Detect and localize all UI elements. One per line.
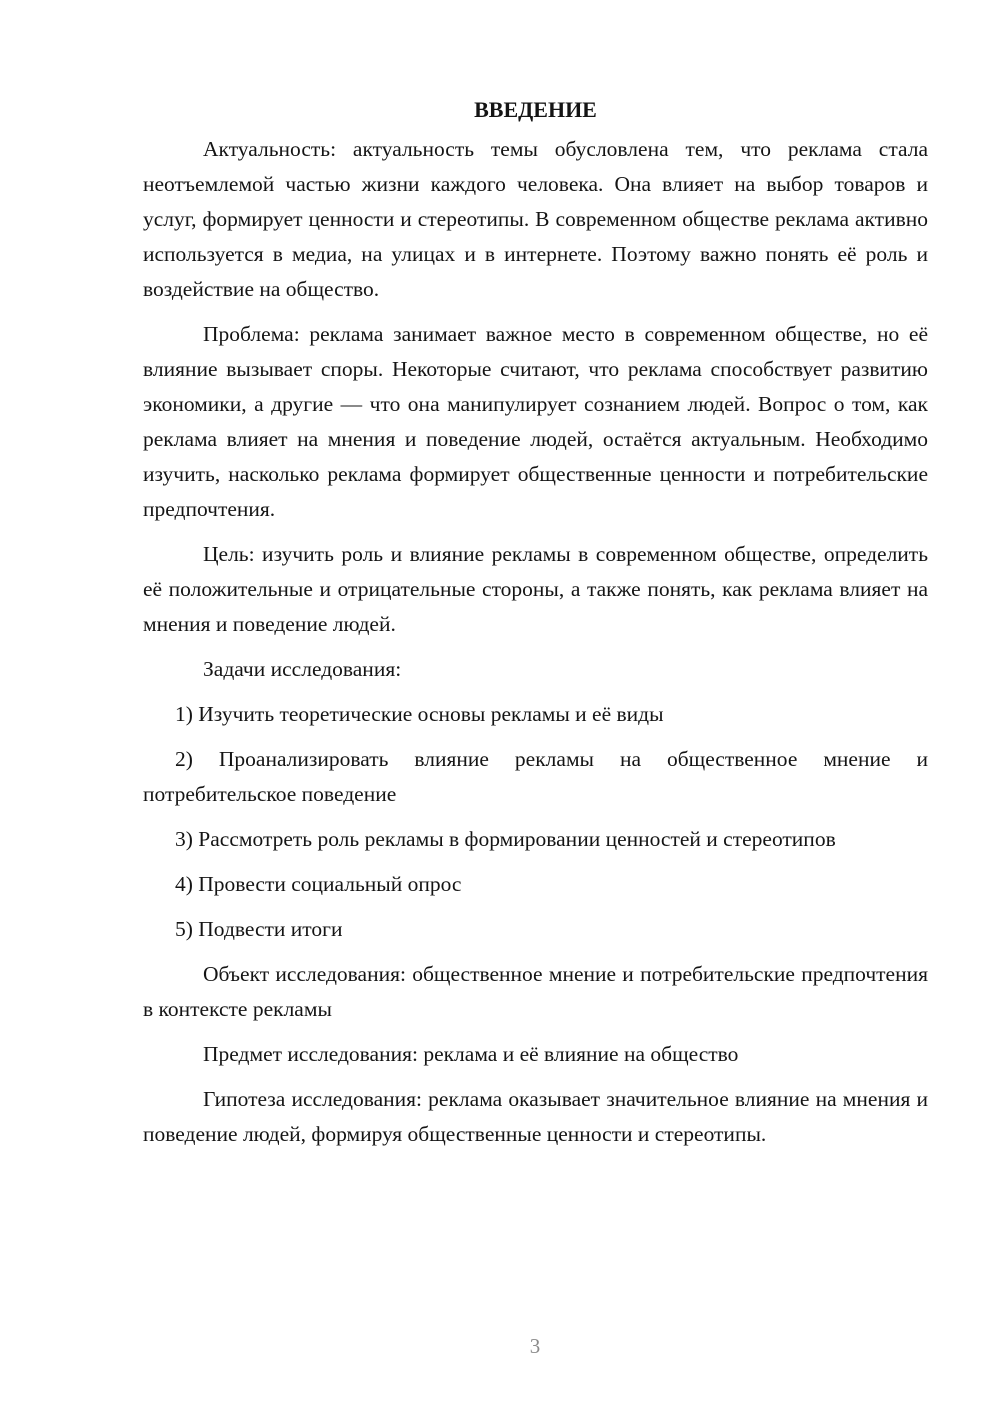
goal-paragraph: Цель: изучить роль и влияние рекламы в современном обществе, определить её положительные и отрицательные стороны, а также понять, как реклама влияет на мнения и поведение людей.	[143, 542, 928, 636]
page-number: 3	[529, 1334, 541, 1358]
task-item-3: 3) Рассмотреть роль рекламы в формировании ценностей и стереотипов	[175, 827, 836, 851]
problem-paragraph: Проблема: реклама занимает важное место в современном обществе, но её влияние вызывает споры. Некоторые считают, что реклама способствует развитию экономики, а другие — что она манипулирует сознанием людей. Вопрос о том, как реклама влияет на мнения и поведение людей, остаётся актуальным. Необходимо изучить, насколько реклама формирует общественные ценности и потребительские предпочтения.	[143, 322, 928, 521]
hypothesis-paragraph: Гипотеза исследования: реклама оказывает значительное влияние на мнения и поведение людей, формируя общественные ценности и стереотипы.	[143, 1087, 928, 1146]
section-title: ВВЕДЕНИЕ	[474, 97, 597, 122]
task-item-2: 2) Проанализировать влияние рекламы на общественное мнение и потребительское поведение	[143, 747, 928, 806]
tasks-heading: Задачи исследования:	[203, 657, 402, 681]
object-paragraph: Объект исследования: общественное мнение и потребительские предпочтения в контексте рекламы	[143, 962, 928, 1021]
subject-paragraph: Предмет исследования: реклама и её влияние на общество	[203, 1042, 739, 1066]
task-item-4: 4) Провести социальный опрос	[175, 872, 462, 896]
document-page	[143, 92, 928, 1162]
task-item-5: 5) Подвести итоги	[175, 917, 343, 941]
relevance-paragraph: Актуальность: актуальность темы обусловлена тем, что реклама стала неотъемлемой частью жизни каждого человека. Она влияет на выбор товаров и услуг, формирует ценности и стереотипы. В современном обществе реклама активно используется в медиа, на улицах и в интернете. Поэтому важно понять её роль и воздействие на общество.	[143, 137, 928, 301]
task-item-1: 1) Изучить теоретические основы рекламы и её виды	[175, 702, 664, 726]
